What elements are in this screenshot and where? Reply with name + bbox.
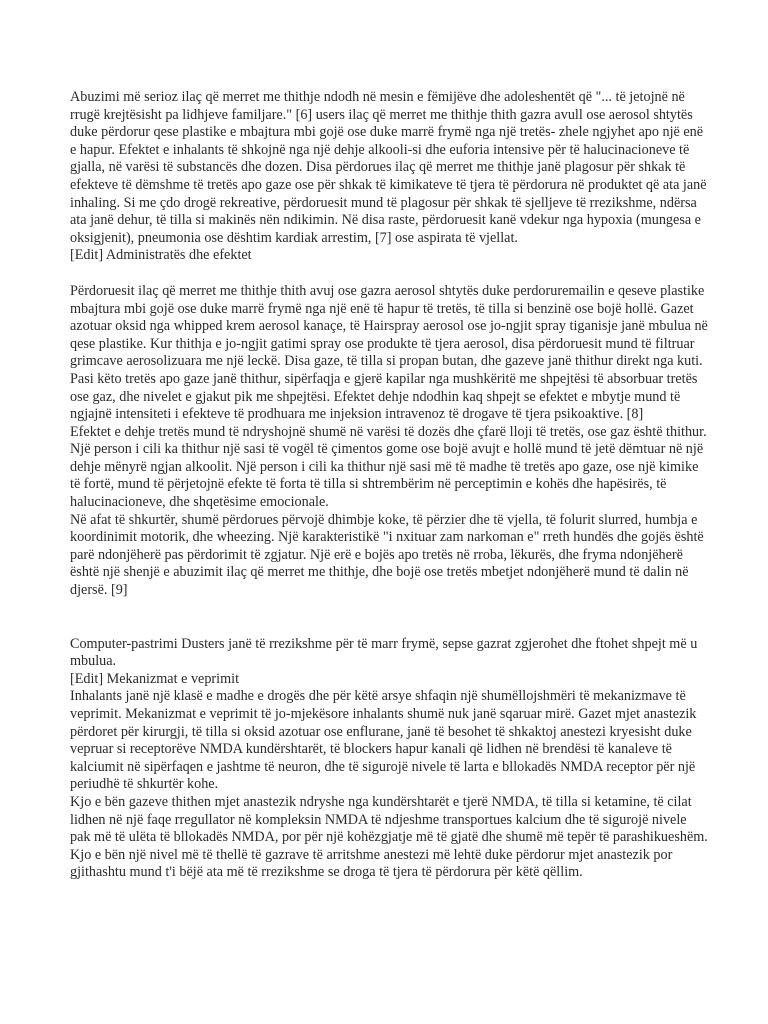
document-body [70, 89, 710, 882]
paragraph-effects: Efektet e dehje tretës mund të ndryshojnë shumë në varësi të dozës dhe çfarë lloji të tretës, ose gaz është thithur. Një person i cili ka thithur një sasi të vogël të çimentos gome ose bojë avujt e hollë mund të jetë dëmtuar në një dehje mënyrë ngjan alkoolit. Një person i cili ka thithur një sasi më të madhe të tretës apo gaze, ose një kimike të fortë, mund të përjetojnë efekte të forta të tilla si shtrembërim në perceptimin e kohës dhe hapësirës, të halucinacioneve, dhe shqetësime emocionale. [70, 423, 707, 511]
section-heading-administration [70, 247, 710, 265]
spacer [70, 265, 710, 283]
edit-link-administration[interactable]: [Edit] Administratës dhe efektet [70, 247, 252, 264]
spacer [70, 600, 710, 636]
paragraph-short-term: Në afat të shkurtër, shumë përdorues përvojë dhimbje koke, të përzier dhe të vjella, të folurit slurred, humbja e koordinimit motorik, dhe wheezing. Një karakteristikë "i nxituar zam narkoman e" rreth hundës dhe gojës është parë ndonjëherë pas përdorimit të zgjatur. Një erë e bojës apo tretës në rroba, lëkurës, dhe fryma ndonjëherë është një shenjë e abuzimit ilaç që merret me thithje, dhe bojë ose tretës mbetjet ndonjëherë mund të dalin në djersë. [9] [70, 511, 704, 599]
paragraph-dusters: Computer-pastrimi Dusters janë të rrezikshme për të marr frymë, sepse gazrat zgjerohet dhe ftohet shpejt më u mbulua. [70, 635, 698, 670]
paragraph-mechanisms: Inhalants janë një klasë e madhe e drogës dhe për këtë arsye shfaqin një shumëllojshmëri të mekanizmave të veprimit. Mekanizmat e veprimit të jo-mjekësore inhalants shumë nuk janë sqaruar mirë. Gazet mjet anastezik përdoret për kirurgji, të tilla si oksid azotuar ose enflurane, janë të besohet të shkaktoj anestezi kryesisht duke vepruar si receptorëve NMDA kundërshtarët, të blockers hapur kanali që lidhen në brendësi të kanaleve të kalciumit në sipërfaqen e jashtme të neuron, dhe të sigurojë nivele të larta e bllokadës NMDA receptor për një periudhë të shkurtër kohe. [70, 688, 697, 793]
section-heading-mechanisms [70, 671, 710, 689]
edit-link-mechanisms[interactable]: [Edit] Mekanizmat e veprimit [70, 670, 240, 687]
paragraph-intro: Abuzimi më serioz ilaç që merret me thithje ndodh në mesin e fëmijëve dhe adoleshentët që "... të jetojnë në rrugë krejtësisht pa lidhjeve familjare." [6] users ilaç që merret me thithje thith gazra avull ose aerosol shtytës duke përdorur qese plastike e mbajtura mbi gojë ose duke marrë frymë nga një tretës- zhele ngjyhet apo një enë e hapur. Efektet e inhalants të shkojnë nga një dehje alkooli-si dhe euforia intensive për të halucinacioneve të gjalla, në varësi të substancës dhe dozen. Disa përdorues ilaç që merret me thithje janë plagosur për shkak të efekteve të dëmshme të tretës apo gaze ose për shkak të kimikateve të tjera të përdorura në produktet që ata janë inhaling. Si me çdo drogë rekreative, përdoruesit mund të plagosur për shkak të sjelljeve të rrezikshme, ndërsa ata janë dehur, të tilla si makinës nën ndikimin. Në disa raste, përdoruesit kanë vdekur nga hypoxia (mungesa e oksigjenit), pneumonia ose dështim kardiak arrestim, [7] ose aspirata të vjellat. [70, 89, 707, 246]
paragraph-administration: Përdoruesit ilaç që merret me thithje thith avuj ose gazra aerosol shtytës duke perdoruremailin e qeseve plastike mbajtura mbi gojë ose duke marrë frymë nga një enë të hapur të tretës, të tilla si benzinë ose bojë hollë. Gazet azotuar oksid nga whipped krem aerosol kanaçe, të Hairspray aerosol ose jo-ngjit spray tiganisje janë mbulua në qese plastike. Kur thithja e jo-ngjit gatimi spray ose produkte të tjera aerosol, disa përdoruesit mund të filtruar grimcave aerosolizuara me një leckë. Disa gaze, të tilla si propan butan, dhe gazeve janë thithur direkt nga kuti. Pasi këto tretës apo gaze janë thithur, sipërfaqja e gjerë kapilar nga mushkëritë me shpejtësi të absorbuar tretës ose gaz, dhe nivelet e gjakut pik me shpejtësi. Efektet dehje ndodhin kaq shpejt se efektet e mbytje mund të ngjajnë intensiteti i efekteve të prodhuara me injeksion intravenoz të drogave të tjera psikoaktive. [8] [70, 282, 708, 423]
paragraph-nmda: Kjo e bën gazeve thithen mjet anastezik ndryshe nga kundërshtarët e tjerë NMDA, të tilla si ketamine, të cilat lidhen në një faqe rregullator në kompleksin NMDA të ndjeshme transportues kalcium dhe të sigurojë nivele pak më të ulëta të bllokadës NMDA, por për një kohëzgjatje më të gjatë dhe shumë më tepër të parashikueshëm. Kjo e bën një nivel më të thellë të gazrave të arritshme anestezi më lehtë duke përdorur mjet anastezik por gjithashtu mund t'i bëjë ata më të rrezikshme se droga të tjera të përdorura për këtë qëllim. [70, 793, 708, 881]
